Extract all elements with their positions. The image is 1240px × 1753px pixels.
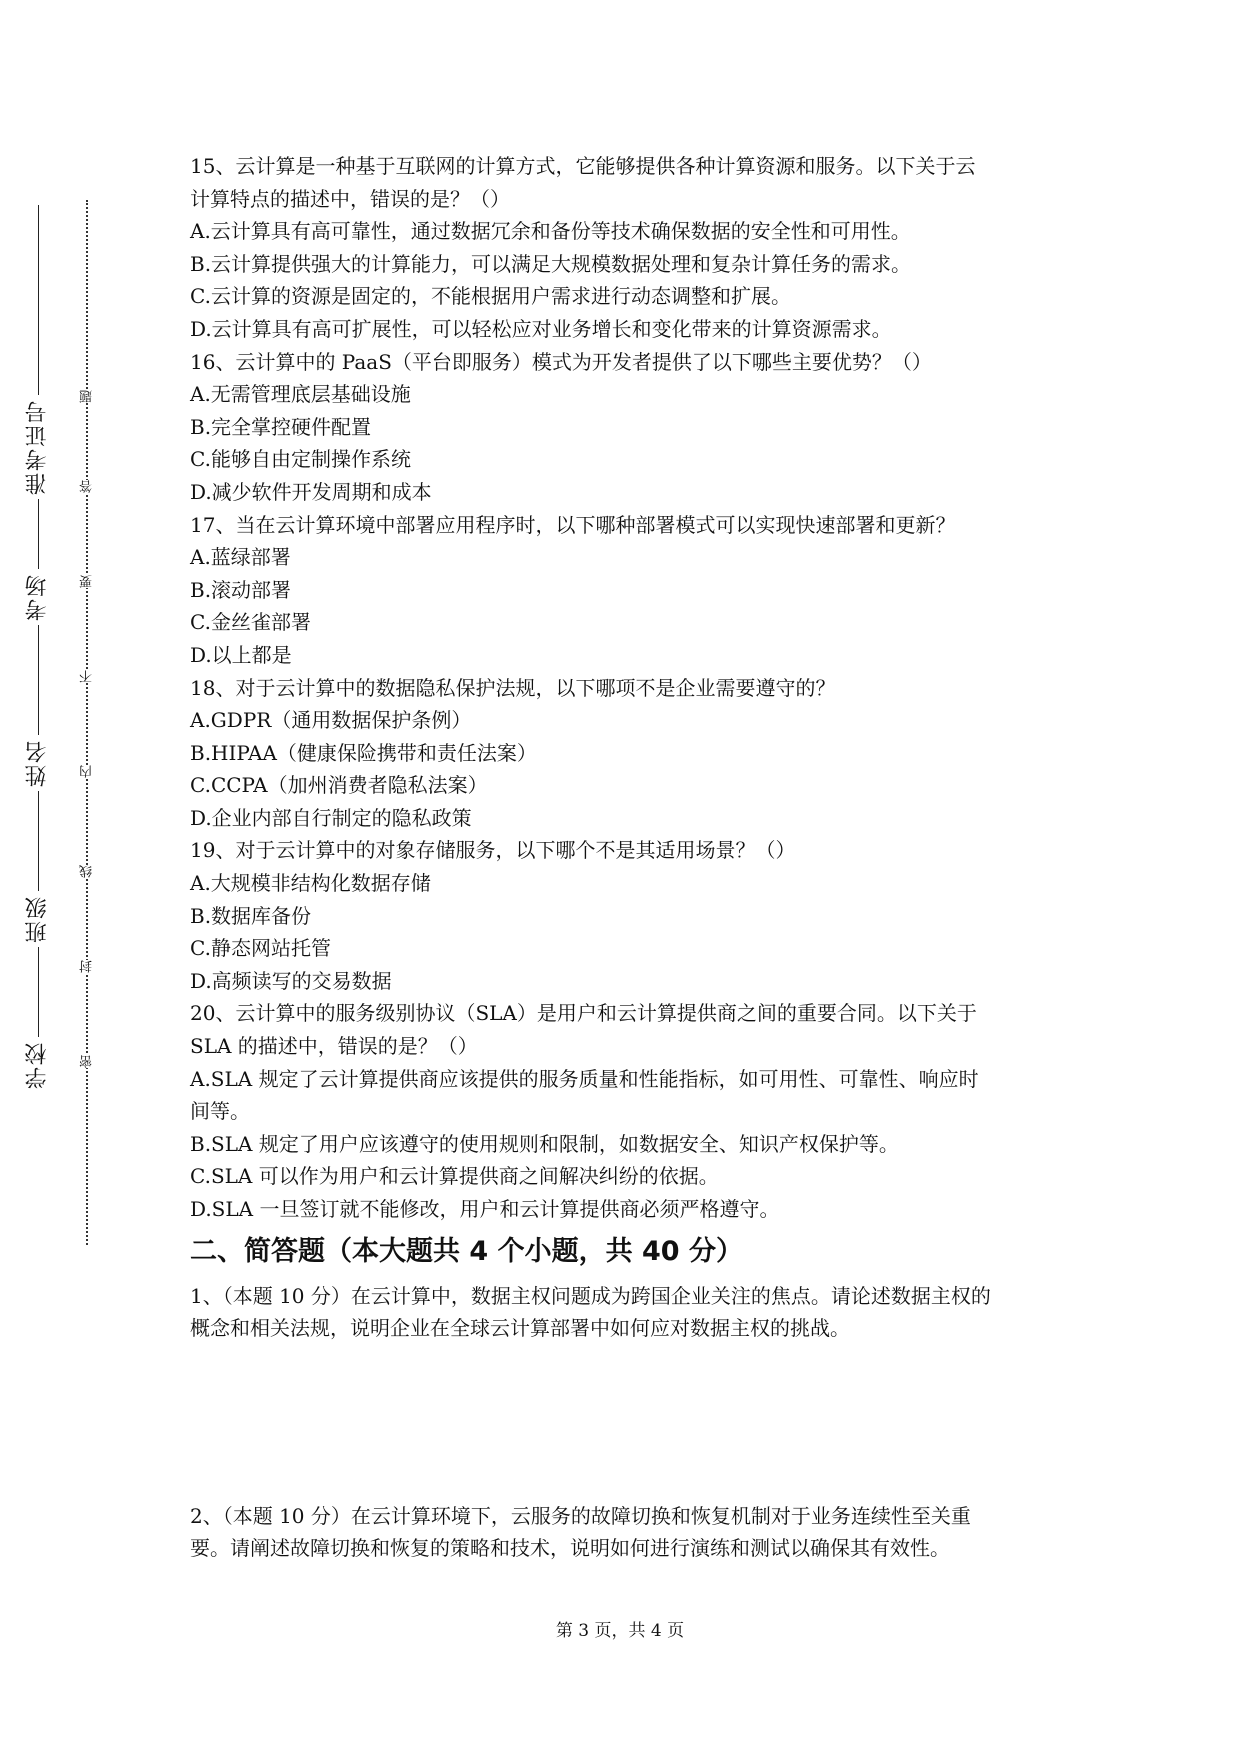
question-15 (190, 150, 1070, 346)
option-d: D.云计算具有高可扩展性，可以轻松应对业务增长和变化带来的计算资源需求。 (190, 316, 892, 341)
seal-char: 答 (80, 480, 100, 493)
seal-char: 密 (80, 1055, 100, 1068)
option-c: C.SLA 可以作为用户和云计算提供商之间解决纠纷的依据。 (190, 1164, 719, 1189)
seal-char: 题 (80, 390, 100, 403)
seal-char: 不 (80, 670, 100, 683)
option-a: A.GDPR（通用数据保护条例） (190, 708, 472, 733)
question-stem: 19、对于云计算中的对象存储服务，以下哪个不是其适用场景？（） (190, 838, 796, 863)
option-d: D.SLA 一旦签订就不能修改，用户和云计算提供商必须严格遵守。 (190, 1197, 780, 1221)
option-b: B.HIPAA（健康保险携带和责任法案） (190, 740, 537, 765)
option-c: C.静态网站托管 (190, 936, 331, 961)
short-answer-text: 概念和相关法规，说明企业在全球云计算部署中如何应对数据主权的挑战。 (190, 1316, 850, 1341)
question-17 (190, 509, 1070, 672)
question-16 (190, 346, 1070, 509)
seal-char: 封 (80, 960, 100, 973)
question-stem: 18、对于云计算中的数据隐私保护法规，以下哪项不是企业需要遵守的？ (190, 675, 836, 700)
field-label: 班级 (25, 895, 50, 943)
question-stem: 17、当在云计算环境中部署应用程序时，以下哪种部署模式可以实现快速部署和更新？ (190, 512, 956, 537)
option-d: D.减少软件开发周期和成本 (190, 479, 432, 504)
field-school (20, 947, 56, 1093)
option-c: C.CCPA（加州消费者隐私法案） (190, 773, 488, 798)
question-stem: 20、云计算中的服务级别协议（SLA）是用户和云计算提供商之间的重要合同。以下关于 (190, 1001, 977, 1026)
field-label: 准考证号 (25, 399, 50, 495)
field-name (20, 625, 56, 791)
field-label: 学校 (25, 1041, 50, 1089)
seal-notice (80, 200, 100, 1245)
short-answer-text: 1、（本题 10 分）在云计算中，数据主权问题成为跨国企业关注的焦点。请论述数据主权的 (190, 1283, 991, 1308)
option-b: B.云计算提供强大的计算能力，可以满足大规模数据处理和复杂计算任务的需求。 (190, 251, 912, 276)
answer-space (190, 1345, 1070, 1500)
exam-content (190, 150, 1070, 1565)
section-title: 二、简答题（本大题共 4 个小题，共 40 分） (190, 1235, 743, 1267)
question-19 (190, 834, 1070, 997)
short-answer-2 (190, 1500, 1070, 1565)
field-label: 考场 (25, 573, 50, 621)
seal-char: 线 (80, 865, 100, 878)
page-number: 第 3 页，共 4 页 (555, 1621, 685, 1641)
option-b: B.数据库备份 (190, 903, 312, 928)
option-a: A.无需管理底层基础设施 (190, 382, 411, 407)
option-a: A.云计算具有高可靠性，通过数据冗余和备份等技术确保数据的安全性和可用性。 (190, 219, 911, 244)
option-b: B.滚动部署 (190, 577, 292, 602)
option-d: D.以上都是 (190, 642, 292, 667)
option-a: A.蓝绿部署 (190, 545, 291, 570)
field-label: 姓名 (25, 739, 50, 787)
option-a: A.大规模非结构化数据存储 (190, 871, 431, 896)
option-b: B.SLA 规定了用户应该遵守的使用规则和限制，如数据安全、知识产权保护等。 (190, 1131, 899, 1156)
option-c: C.云计算的资源是固定的，不能根据用户需求进行动态调整和扩展。 (190, 284, 791, 309)
short-answer-text: 要。请阐述故障切换和恢复的策略和技术，说明如何进行演练和测试以确保其有效性。 (190, 1536, 950, 1561)
option-b: B.完全掌控硬件配置 (190, 414, 372, 439)
question-20 (190, 997, 1070, 1225)
short-answer-text: 2、（本题 10 分）在云计算环境下，云服务的故障切换和恢复机制对于业务连续性至关重 (190, 1503, 971, 1528)
student-info-fields (20, 205, 56, 1285)
option-c: C.能够自由定制操作系统 (190, 447, 411, 472)
binding-margin (0, 0, 130, 1753)
field-class (20, 791, 56, 947)
option-a-continued: 间等。 (190, 1099, 250, 1124)
option-d: D.企业内部自行制定的隐私政策 (190, 805, 472, 830)
option-d: D.高频读写的交易数据 (190, 968, 392, 993)
option-c: C.金丝雀部署 (190, 610, 311, 635)
field-exam-room (20, 499, 56, 625)
short-answer-1 (190, 1280, 1070, 1345)
question-stem: 16、云计算中的 PaaS（平台即服务）模式为开发者提供了以下哪些主要优势？（） (190, 349, 932, 374)
seal-char: 内 (80, 765, 100, 778)
option-a: A.SLA 规定了云计算提供商应该提供的服务质量和性能指标，如可用性、可靠性、响应时 (190, 1066, 979, 1091)
question-18 (190, 672, 1070, 835)
seal-char: 要 (80, 575, 100, 588)
question-stem: SLA 的描述中，错误的是？（） (190, 1034, 478, 1059)
field-exam-number (20, 205, 56, 499)
question-stem: 计算特点的描述中，错误的是？（） (190, 186, 510, 211)
question-stem: 15、云计算是一种基于互联网的计算方式，它能够提供各种计算资源和服务。以下关于云 (190, 154, 976, 178)
